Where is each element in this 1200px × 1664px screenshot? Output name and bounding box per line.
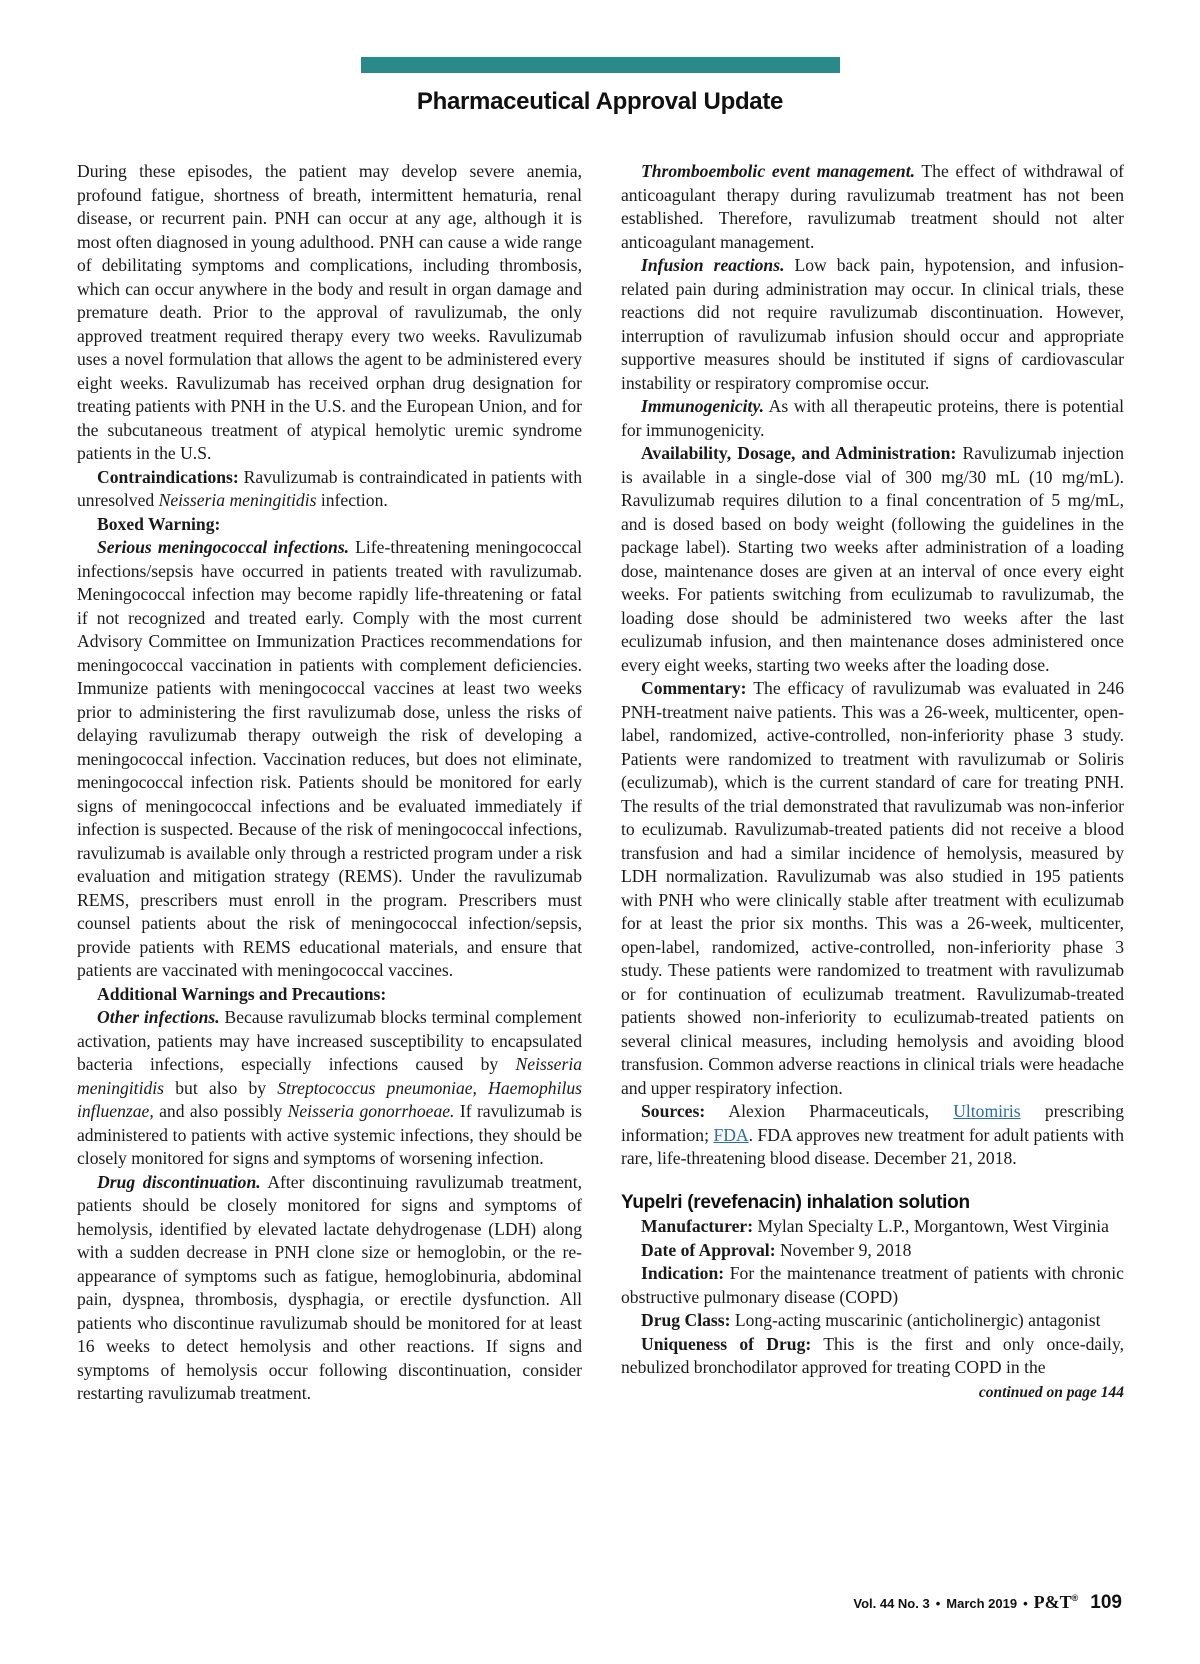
paragraph-manufacturer: Manufacturer: Mylan Specialty L.P., Morgantown, West Virginia [641,1216,1109,1236]
ultomiris-link[interactable]: Ultomiris [953,1101,1021,1121]
section-title-yupelri: Yupelri (revefenacin) inhalation solution [621,1191,970,1213]
page-number: 109 [1090,1592,1122,1613]
paragraph-contraindications: Contraindications: Ravulizumab is contraindicated in patients with unresolved Neisseria meningitidis infection. [77,466,582,510]
paragraph-drug-discontinuation: Drug discontinuation. After discontinuing ravulizumab treatment, patients should be closely monitored for signs and symptoms of hemolysis, identified by elevated lactate dehydrogenase (LDH) along with a sudden decrease in PNH clone size or hemoglobin, or the re-appearance of symptoms such as fatigue, hemoglobinuria, abdominal pain, dyspnea, thrombosis, dysphagia, or erectile dysfunction. All patients who discontinue ravulizumab should be monitored for at least 16 weeks to detect hemolysis and other reactions. If signs and symptoms of hemolysis occur following discontinuation, consider restarting ravulizumab treatment. [77,1171,582,1403]
paragraph-intro: During these episodes, the patient may develop severe anemia, profound fatigue, shortness of breath, intermittent hematuria, renal disease, or recurrent pain. PNH can occur at any age, although it is most often diagnosed in young adulthood. PNH can cause a wide range of debilitating symptoms and complications, including thrombosis, which can occur anywhere in the body and result in organ damage and premature death. Prior to the approval of ravulizumab, the only approved treatment required therapy every two weeks. Ravulizumab uses a novel formulation that allows the agent to be administered every eight weeks. Ravulizumab has received orphan drug designation for treating patients with PNH in the U.S. and the European Union, and for the subcutaneous treatment of atypical hemolytic uremic syndrome patients in the U.S. [77,161,582,463]
paragraph-uniqueness: Uniqueness of Drug: This is the first and only once-daily, nebulized bronchodilator approved for treating COPD in the [621,1333,1125,1377]
paragraph-sources: Sources: Alexion Pharmaceuticals, Ultomiris prescribing information; FDA. FDA approves new treatment for adult patients with rare, life-threatening blood disease. December 21, 2018. [621,1101,1125,1168]
continued-note: continued on page 144 [978,1383,1124,1401]
additional-warnings-heading: Additional Warnings and Precautions: [97,983,387,1004]
left-column [77,160,582,1406]
paragraph-thromboembolic: Thromboembolic event management. The effect of withdrawal of anticoagulant therapy during ravulizumab treatment has not been established. Therefore, ravulizumab treatment should not alter anticoagulant management. [621,161,1124,252]
paragraph-serious-infections: Serious meningococcal infections. Life-threatening meningococcal infections/sepsis have occurred in patients treated with ravulizumab. Meningococcal infection may become rapidly life-threatening or fatal if not recognized and treated early. Comply with the most current Advisory Committee on Immunization Practices recommendations for meningococcal vaccination in patients with complement deficiencies. Immunize patients with meningococcal vaccines at least two weeks prior to administering the first ravulizumab dose, unless the risks of delaying ravulizumab therapy outweigh the risk of developing a meningococcal infection. Vaccination reduces, but does not eliminate, meningococcal infection risk. Patients should be monitored for early signs of meningococcal infections and be evaluated immediately if infection is suspected. Because of the risk of meningococcal infections, ravulizumab is available only through a restricted program under a risk evaluation and mitigation strategy (REMS). Under the ravulizumab REMS, prescribers must enroll in the program. Prescribers must counsel patients about the risk of meningococcal infection/sepsis, provide patients with REMS educational materials, and ensure that patients are vaccinated with meningococcal vaccines. [77,537,583,980]
paragraph-availability: Availability, Dosage, and Administration: Ravulizumab injection is available in a single-dose vial of 300 mg/30 mL (10 mg/mL). Ravulizumab requires dilution to a final concentration of 5 mg/mL, and is dosed based on body weight (following the guidelines in the package label). Starting two weeks after administration of a loading dose, maintenance doses are given at an interval of once every eight weeks. For patients switching from eculizumab to ravulizumab, the loading dose should be administered two weeks after the last eculizumab infusion, and then maintenance doses administered once every eight weeks, starting two weeks after the loading dose. [621,443,1125,675]
footer-journal: P&T® [1033,1592,1079,1612]
footer-date: March 2019 [946,1596,1018,1611]
paragraph-infusion-reactions: Infusion reactions. Low back pain, hypotension, and infusion-related pain during administration may occur. In clinical trials, these reactions did not require ravulizumab discontinuation. However, interruption of ravulizumab infusion should occur and appropriate supportive measures should be instituted if signs of cardiovascular instability or respiratory compromise occur. [621,255,1124,393]
page-footer [853,1592,1122,1614]
page-title: Pharmaceutical Approval Update [416,88,784,115]
paragraph-indication: Indication: For the maintenance treatment of patients with chronic obstructive pulmonary disease (COPD) [621,1263,1124,1307]
footer-bullet: • [935,1596,941,1611]
footer-bullet-2: • [1023,1596,1028,1611]
fda-link[interactable]: FDA [713,1124,749,1145]
paragraph-other-infections: Other infections. Because ravulizumab blocks terminal complement activation, patients may have increased susceptibility to encapsulated bacteria infections, especially infections caused by Neisseria meningitidis but also by Streptococcus pneumoniae, Haemophilus influenzae, and also possibly Neisseria gonorrhoeae. If ravulizumab is administered to patients with active systemic infections, they should be closely monitored for signs and symptoms of worsening infection. [77,1007,583,1168]
paragraph-drug-class: Drug Class: Long-acting muscarinic (anticholinergic) antagonist [641,1310,1101,1330]
header-accent-bar [361,57,840,73]
right-column [621,160,1124,1404]
paragraph-approval-date: Date of Approval: November 9, 2018 [641,1239,912,1260]
paragraph-commentary: Commentary: The efficacy of ravulizumab was evaluated in 246 PNH-treatment naive patients. This was a 26-week, multicenter, open-label, randomized, active-controlled, non-inferiority phase 3 study. Patients were randomized to treatment with ravulizumab or Soliris (eculizumab), which is the current standard of care for treating PNH. The results of the trial demonstrated that ravulizumab was non-inferior to eculizumab. Ravulizumab-treated patients did not receive a blood transfusion and had a similar incidence of hemolysis, measured by LDH normalization. Ravulizumab was also studied in 195 patients with PNH who were clinically stable after treatment with eculizumab for at least the prior six months. This was a 26-week, multicenter, open-label, randomized, active-controlled, non-inferiority phase 3 study. These patients were randomized to treatment with ravulizumab or for continuation of eculizumab treatment. Ravulizumab-treated patients showed non-inferiority to eculizumab-treated patients on several clinical measures, including hemolysis and avoiding blood transfusion. Common adverse reactions in clinical trials were headache and upper respiratory infection. [621,678,1124,1098]
footer-volume: Vol. 44 No. 3 [853,1596,930,1611]
boxed-warning-heading: Boxed Warning: [97,513,221,534]
paragraph-immunogenicity: Immunogenicity. As with all therapeutic proteins, there is potential for immunogenicity. [621,396,1124,440]
